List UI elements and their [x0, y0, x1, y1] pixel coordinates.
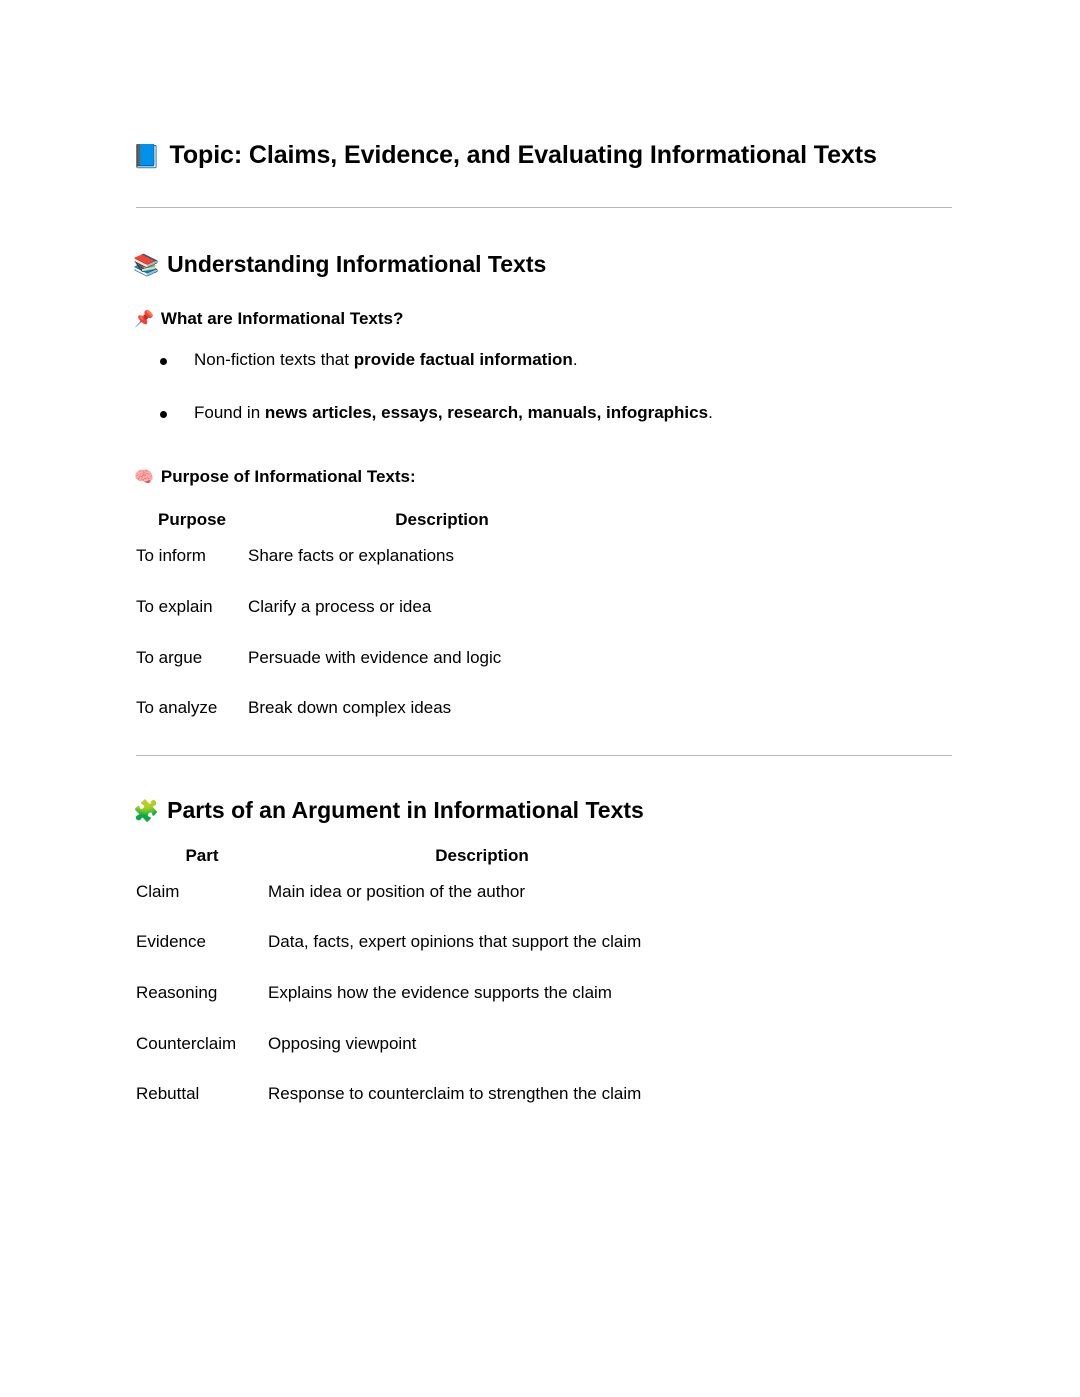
- bullet-tail: .: [572, 350, 578, 370]
- table-row: [136, 1082, 696, 1107]
- table-row: [136, 544, 636, 595]
- document-body: [132, 140, 952, 1107]
- subheading-what-text: What are Informational Texts?: [160, 309, 404, 328]
- cell-part: Reasoning: [136, 983, 218, 1003]
- cell-description: Clarify a process or idea: [248, 597, 432, 617]
- brain-icon: 🧠: [134, 469, 154, 487]
- cell-description: Share facts or explanations: [248, 546, 455, 566]
- table-row: [136, 1032, 696, 1083]
- cell-description: Data, facts, expert opinions that support the claim: [268, 932, 642, 952]
- cell-purpose: To analyze: [136, 698, 218, 718]
- column-header-description: Description: [435, 845, 529, 865]
- column-header-purpose: Purpose: [157, 510, 227, 530]
- section-heading-parts-of-argument: [133, 796, 952, 825]
- cell-description: Persuade with evidence and logic: [248, 647, 502, 667]
- cell-description: Explains how the evidence supports the claim: [268, 983, 612, 1003]
- page-title: [132, 140, 952, 171]
- table-header-row: [136, 846, 696, 880]
- bullet-tail: .: [708, 402, 713, 422]
- bullet-lead: Non-fiction texts that: [194, 350, 354, 370]
- cell-purpose: To inform: [136, 546, 206, 566]
- parts-of-argument-table: [136, 846, 696, 1107]
- section-heading-understanding: [133, 250, 952, 279]
- bullet-dot-icon: [160, 358, 167, 365]
- purpose-table: [136, 510, 636, 721]
- subheading-purpose-of-informational-texts: [136, 466, 952, 488]
- bullet-emphasis: provide factual information: [353, 350, 573, 370]
- column-header-description: Description: [395, 510, 489, 530]
- cell-description: Break down complex ideas: [248, 698, 452, 718]
- cell-part: Evidence: [136, 932, 206, 952]
- section-heading-parts-text: Parts of an Argument in Informational Texts: [167, 797, 644, 824]
- subheading-what-are-informational-texts: [136, 308, 952, 330]
- table-row: [136, 696, 636, 721]
- divider-middle: [136, 755, 952, 756]
- column-header-part: Part: [185, 845, 219, 865]
- cell-description: Response to counterclaim to strengthen the claim: [268, 1084, 642, 1104]
- cell-purpose: To argue: [136, 647, 203, 667]
- cell-purpose: To explain: [136, 597, 213, 617]
- table-row: [136, 646, 636, 697]
- informational-texts-bullet-list: [136, 348, 952, 425]
- page-title-text: Topic: Claims, Evidence, and Evaluating Informational Texts: [169, 141, 877, 169]
- section-heading-understanding-text: Understanding Informational Texts: [167, 251, 547, 278]
- table-row: [136, 930, 696, 981]
- list-item: [136, 401, 952, 426]
- table-row: [136, 981, 696, 1032]
- puzzle-piece-icon: 🧩: [133, 800, 160, 824]
- cell-description: Main idea or position of the author: [268, 881, 526, 901]
- bullet-dot-icon: [160, 411, 167, 418]
- table-row: [136, 595, 636, 646]
- subheading-purpose-text: Purpose of Informational Texts:: [160, 467, 416, 487]
- cell-part: Counterclaim: [136, 1033, 237, 1053]
- cell-part: Rebuttal: [136, 1084, 200, 1104]
- bullet-emphasis: news articles, essays, research, manuals, infographics: [264, 402, 709, 422]
- cell-part: Claim: [136, 881, 180, 901]
- blue-book-icon: 📘: [132, 143, 161, 169]
- list-item: [136, 348, 952, 373]
- cell-description: Opposing viewpoint: [268, 1033, 417, 1053]
- pushpin-icon: 📌: [134, 311, 154, 328]
- bullet-lead: Found in: [194, 402, 265, 422]
- books-icon: 📚: [133, 254, 160, 278]
- table-row: [136, 880, 696, 931]
- divider-top: [136, 207, 952, 208]
- table-header-row: [136, 510, 636, 544]
